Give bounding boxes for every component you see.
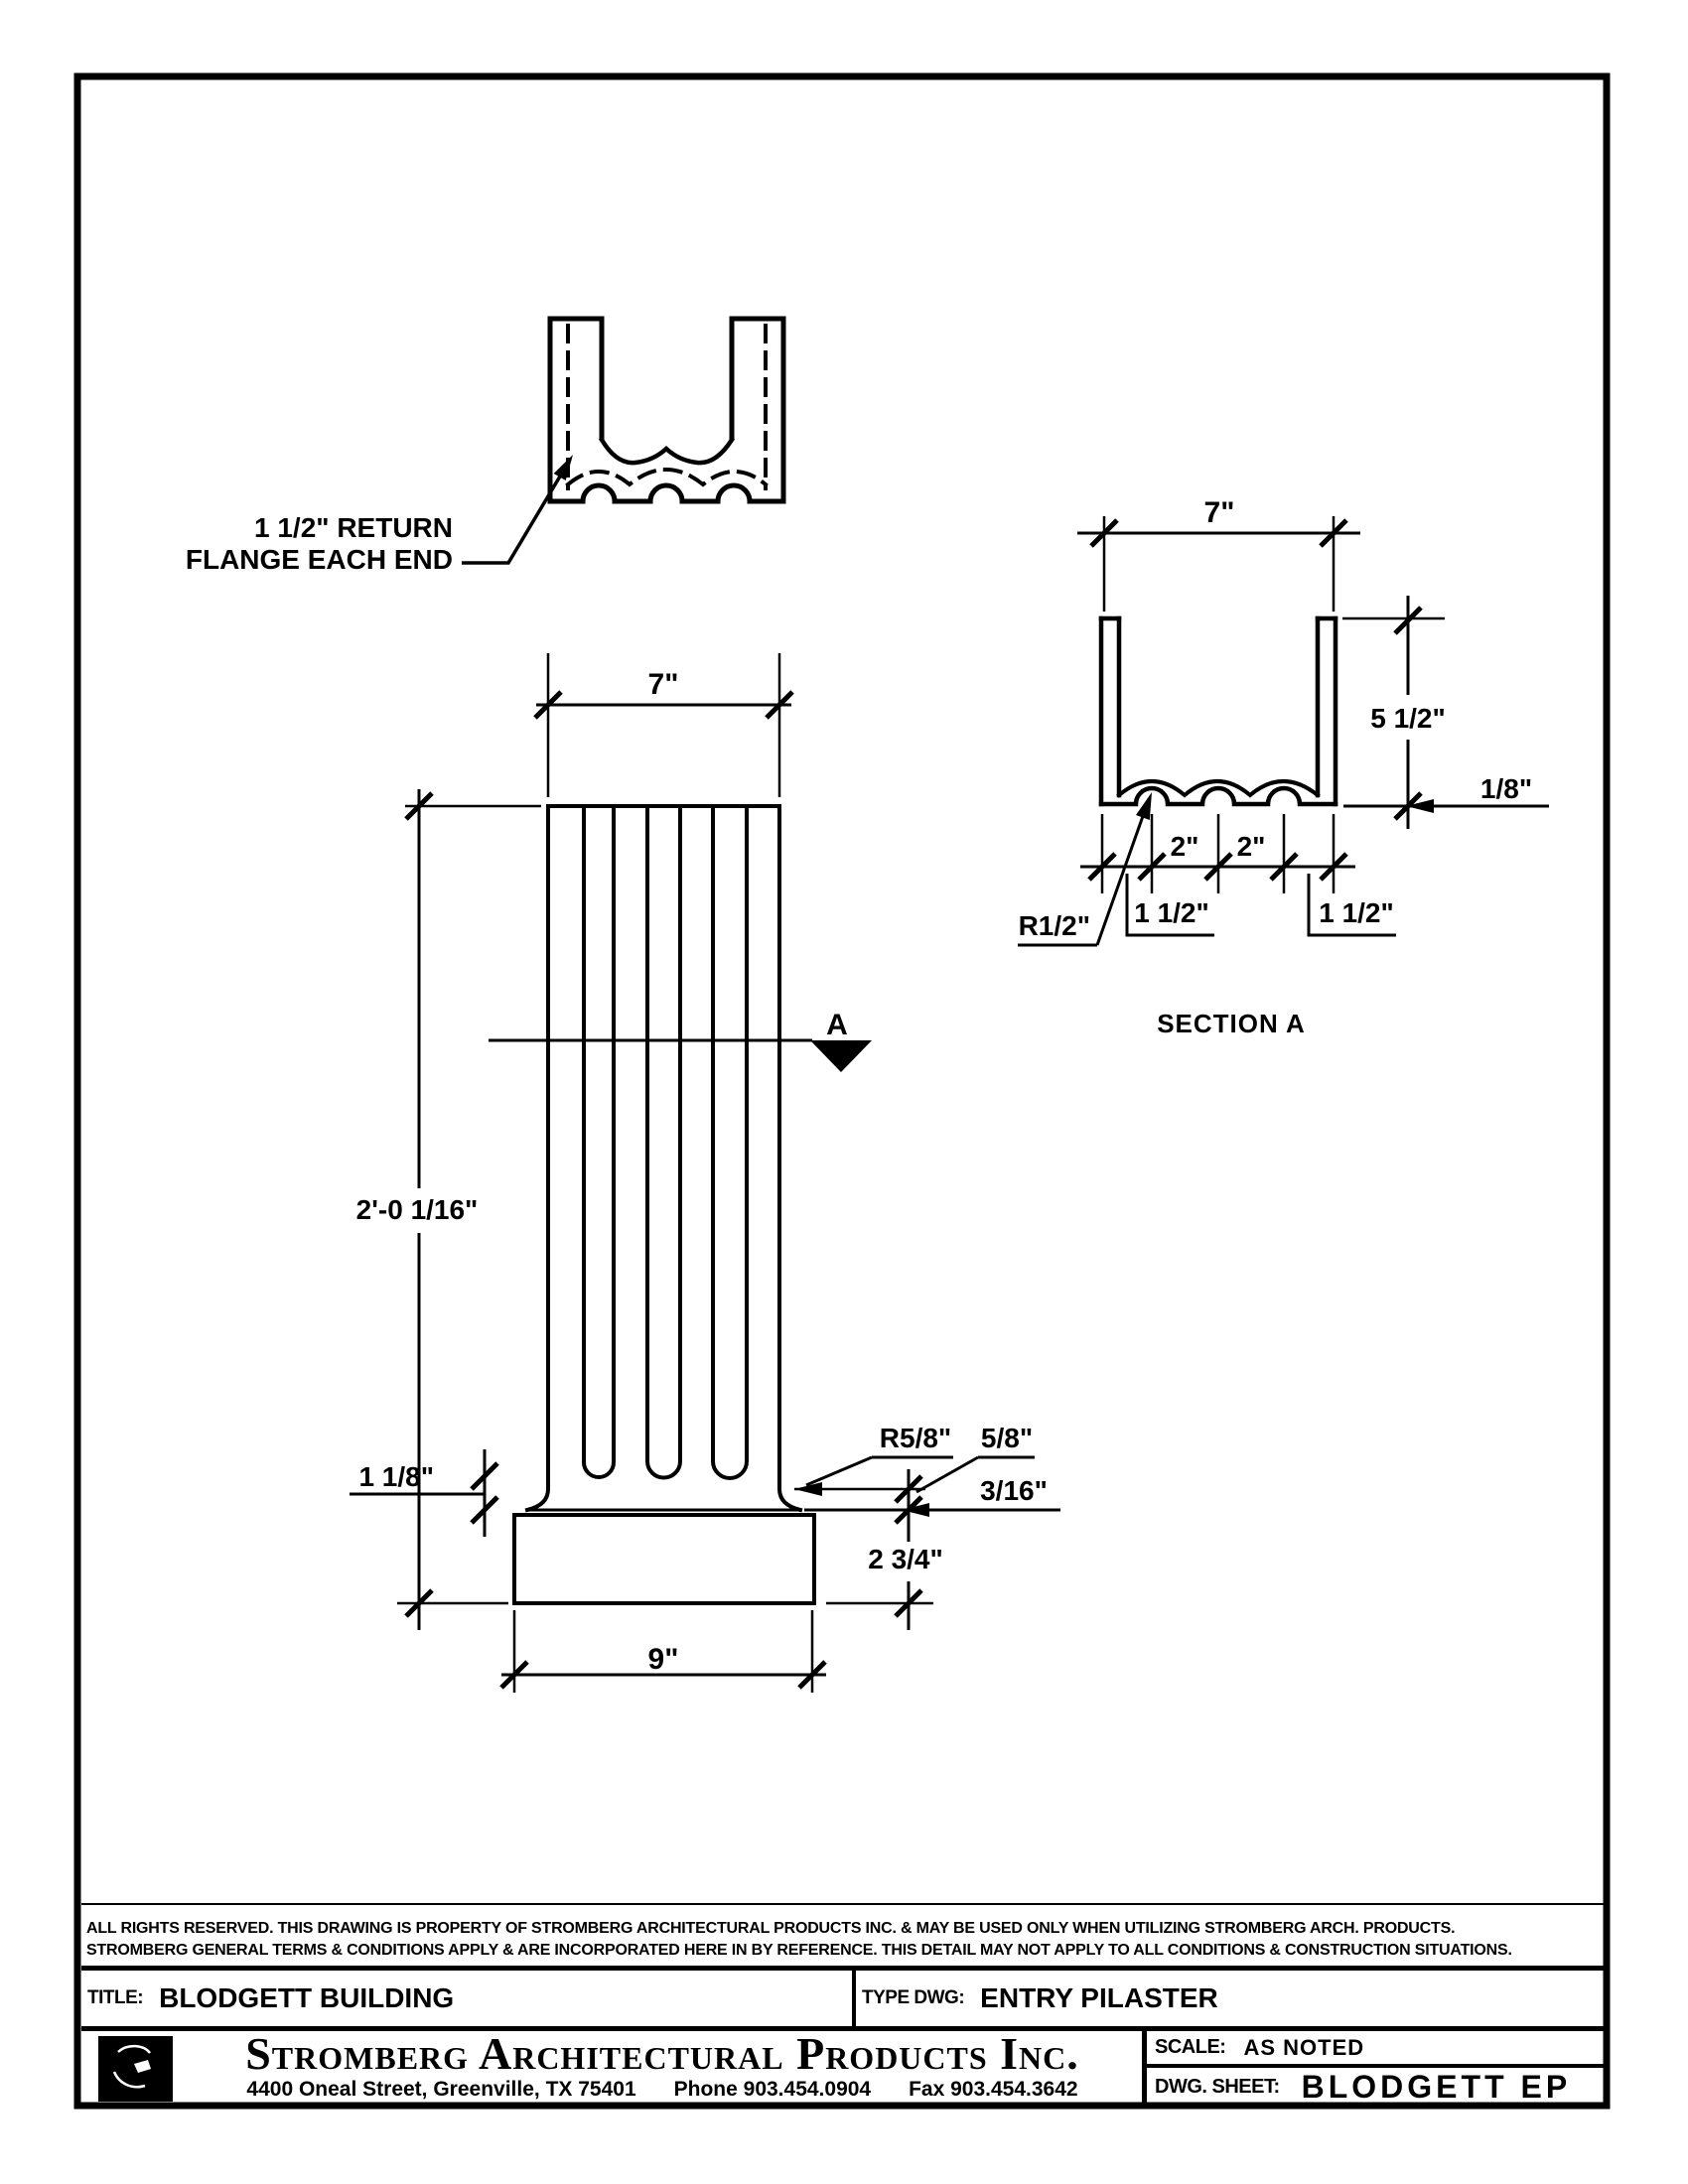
- dim-section-end-offset-left: 1 1/2": [1134, 897, 1209, 928]
- dim-elev-fillet: 5/8": [980, 1423, 1034, 1453]
- scale-row: [1147, 2031, 1604, 2064]
- section-marker-letter: A: [826, 1009, 848, 1041]
- dim-elev-fillet-radius: R5/8": [879, 1423, 952, 1453]
- company-row: [81, 2026, 1604, 2106]
- leader-arrowhead: [554, 455, 573, 480]
- scale-sheet-cell: [1142, 2031, 1604, 2106]
- flange-note-line1: 1 1/2" RETURN: [254, 512, 453, 543]
- company-cell: [81, 2028, 1142, 2106]
- sheet-label: DWG. SHEET:: [1155, 2075, 1280, 2098]
- disclaimer-line1: ALL RIGHTS RESERVED. THIS DRAWING IS PROPERTY OF STROMBERG ARCHITECTURAL PRODUCTS INC. & MAY BE USED ONLY WHEN UTILIZING STROMBERG ARCH. PRODUCTS.: [86, 1920, 1456, 1937]
- sheet-border: [77, 76, 1607, 2106]
- company-name: Stromberg Architectural Products Inc.: [245, 2028, 1079, 2079]
- title-label: TITLE:: [87, 1987, 144, 2008]
- dim-section-thickness: 1/8": [1479, 773, 1533, 804]
- dim-elev-apophyge: 1 1/8": [358, 1461, 434, 1492]
- flange-note-line2: FLANGE EACH END: [185, 544, 453, 575]
- company-info: [173, 2028, 1142, 2102]
- title-block: [81, 1903, 1604, 2106]
- type-dwg-value: ENTRY PILASTER: [980, 1982, 1218, 2013]
- dim-elev-width: 7": [647, 668, 679, 701]
- company-logo: [98, 2036, 173, 2102]
- logo-mark: [98, 2036, 173, 2102]
- hidden-lines: [568, 326, 766, 488]
- dim-elev-reveal: 3/16": [980, 1475, 1048, 1506]
- dim-section-flute-radius: R1/2": [1018, 910, 1090, 941]
- title-row: [81, 1966, 1604, 2026]
- disclaimer-section: [81, 1903, 1604, 1966]
- dim-section-flute-pitch-2: 2": [1236, 831, 1266, 862]
- disclaimer-line2: STROMBERG GENERAL TERMS & CONDITIONS APPLY & ARE INCORPORATED HERE IN BY REFERENCE. THIS DETAIL MAY NOT APPLY TO ALL CONDITIONS & CONSTRUCTION SITUATIONS.: [86, 1942, 1512, 1959]
- sheet-row: [1147, 2064, 1604, 2106]
- section-cut-triangle: [810, 1040, 872, 1072]
- company-street: 4400 Oneal Street, Greenville, TX 75401: [246, 2078, 636, 2101]
- type-dwg-label: TYPE DWG:: [862, 1987, 965, 2008]
- elevation-dim-lines: [350, 653, 1060, 1693]
- project-title-cell: [81, 1971, 852, 2026]
- scale-value: AS NOTED: [1243, 2034, 1365, 2060]
- type-dwg-cell: [852, 1971, 1604, 2026]
- section-linework: [1101, 618, 1336, 804]
- section-dim-lines: [1018, 516, 1549, 945]
- dim-elev-height: 2'-0 1/16": [355, 1194, 479, 1225]
- dim-elev-base-height: 2 3/4": [868, 1544, 943, 1574]
- company-fax: Fax 903.454.3642: [909, 2078, 1078, 2101]
- dim-section-width: 7": [1203, 496, 1235, 529]
- title-value: BLODGETT BUILDING: [159, 1982, 455, 2013]
- dim-elev-base-width: 9": [647, 1643, 679, 1676]
- plan-detail-linework: [550, 319, 783, 501]
- sheet-value: BLODGETT EP: [1301, 2068, 1572, 2105]
- section-title: SECTION A: [1157, 1009, 1306, 1038]
- company-address-row: [183, 2078, 1142, 2102]
- dim-section-flute-pitch-1: 2": [1170, 831, 1199, 862]
- dim-section-end-offset-right: 1 1/2": [1319, 897, 1394, 928]
- dim-section-depth: 5 1/2": [1370, 703, 1446, 734]
- company-phone: Phone 903.454.0904: [673, 2078, 872, 2101]
- scale-label: SCALE:: [1155, 2036, 1226, 2058]
- flange-note-leader: [462, 455, 573, 563]
- elevation-linework: [514, 806, 814, 1603]
